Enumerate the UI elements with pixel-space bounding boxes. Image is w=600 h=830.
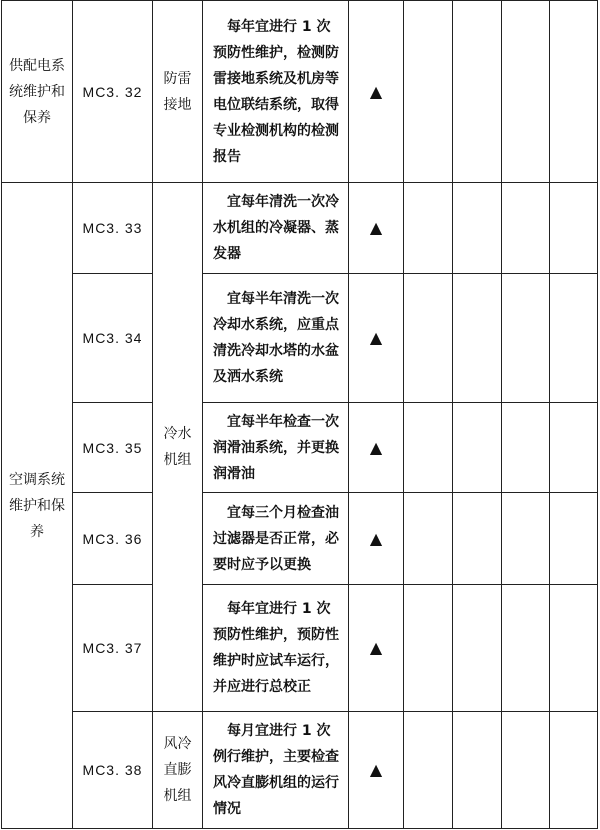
table-row [2,183,598,274]
empty-cell [502,712,550,829]
triangle-mark: ▲ [349,274,404,403]
code-cell: MC3. 35 [73,403,153,493]
table-row [2,274,598,403]
triangle-mark: ▲ [349,585,404,712]
empty-cell [453,183,502,274]
empty-cell [550,403,598,493]
description-cell: 每年宜进行 1 次预防性维护，预防性维护时应试车运行，并应进行总校正 [203,585,349,712]
maintenance-table [1,0,598,829]
empty-cell [502,1,550,183]
empty-cell [502,403,550,493]
description-cell: 宜每年清洗一次冷水机组的冷凝器、蒸发器 [203,183,349,274]
table-row [2,1,598,183]
empty-cell [550,712,598,829]
subcategory-cell: 防雷接地 [153,1,203,183]
empty-cell [404,493,453,585]
code-cell: MC3. 34 [73,274,153,403]
category-cell: 供配电系统维护和保养 [2,1,73,183]
empty-cell [453,274,502,403]
description-cell: 每年宜进行 1 次预防性维护，检测防雷接地系统及机房等电位联结系统，取得专业检测机构的检测报告 [203,1,349,183]
empty-cell [550,183,598,274]
code-cell: MC3. 38 [73,712,153,829]
triangle-mark: ▲ [349,1,404,183]
empty-cell [453,1,502,183]
category-cell: 空调系统维护和保养 [2,183,73,829]
code-cell: MC3. 36 [73,493,153,585]
empty-cell [453,712,502,829]
code-cell: MC3. 37 [73,585,153,712]
table-row [2,585,598,712]
empty-cell [550,1,598,183]
table-row [2,403,598,493]
table-row [2,712,598,829]
empty-cell [502,585,550,712]
triangle-mark: ▲ [349,493,404,585]
empty-cell [550,274,598,403]
code-cell: MC3. 32 [73,1,153,183]
triangle-mark: ▲ [349,403,404,493]
description-cell: 宜每半年清洗一次冷却水系统，应重点清洗冷却水塔的水盆及洒水系统 [203,274,349,403]
empty-cell [502,183,550,274]
subcategory-cell: 风冷直膨机组 [153,712,203,829]
empty-cell [550,493,598,585]
empty-cell [404,183,453,274]
empty-cell [404,1,453,183]
empty-cell [453,493,502,585]
subcategory-cell: 冷水机组 [153,183,203,712]
code-cell: MC3. 33 [73,183,153,274]
description-cell: 宜每三个月检查油过滤器是否正常，必要时应予以更换 [203,493,349,585]
description-cell: 每月宜进行 1 次例行维护，主要检查风冷直膨机组的运行情况 [203,712,349,829]
empty-cell [404,403,453,493]
empty-cell [404,585,453,712]
empty-cell [550,585,598,712]
table-row [2,493,598,585]
empty-cell [453,403,502,493]
description-cell: 宜每半年检查一次润滑油系统，并更换润滑油 [203,403,349,493]
empty-cell [502,493,550,585]
empty-cell [502,274,550,403]
empty-cell [404,274,453,403]
empty-cell [453,585,502,712]
triangle-mark: ▲ [349,183,404,274]
triangle-mark: ▲ [349,712,404,829]
empty-cell [404,712,453,829]
